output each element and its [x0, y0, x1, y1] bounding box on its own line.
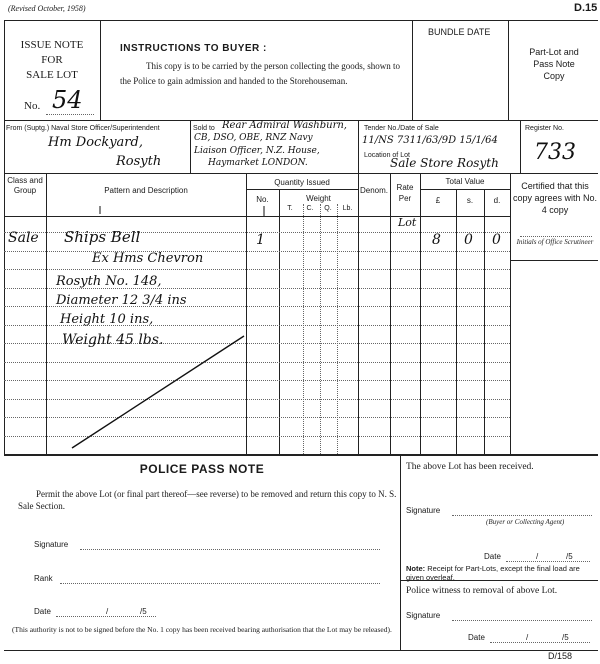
row-class: Sale — [8, 230, 39, 246]
received-title: The above Lot has been received. — [406, 462, 534, 472]
col-shillings-header: s. — [466, 196, 474, 205]
form-code: D.15 — [574, 2, 598, 14]
location-label: Location of Lot — [364, 152, 410, 159]
weight-unit-q: Q. — [324, 205, 332, 212]
police-rank-label: Rank — [34, 574, 53, 583]
from-label: From (Suptg.) Naval Store Officer/Superintendent — [6, 125, 160, 132]
scrutineer-label: Initials of Office Scrutineer — [516, 238, 594, 246]
sold-to-line1: Rear Admiral Washburn, — [222, 120, 347, 131]
witness-date-slash: / — [526, 633, 529, 642]
col-pounds-header: £ — [435, 196, 441, 205]
witness-date-year: /5 — [562, 633, 569, 642]
weight-unit-t: T. — [287, 205, 293, 212]
row-pounds: 8 — [432, 232, 441, 248]
tender-value: 11/NS 7311/63/9D 15/1/64 — [362, 135, 498, 146]
col-weight-header: Weight — [306, 194, 331, 203]
police-date-field[interactable] — [56, 616, 156, 617]
weight-unit-c: C. — [306, 205, 314, 212]
received-date-year: /5 — [566, 552, 573, 561]
row-desc-3: Rosyth No. 148, — [56, 274, 162, 289]
col-pattern-header: Pattern and Description — [104, 186, 188, 195]
sold-to-line2: CB, DSO, OBE, RNZ Navy — [194, 133, 313, 143]
row-desc-5: Height 10 ins, — [60, 312, 154, 327]
witness-date-field[interactable] — [490, 642, 590, 643]
row-pence: 0 — [492, 232, 501, 248]
part-lot-label: Part-Lot and Pass Note Copy — [529, 47, 579, 81]
police-date-year: /5 — [140, 607, 147, 616]
revision-note: (Revised October, 1958) — [8, 4, 86, 13]
col-class-header: Class and Group — [7, 176, 43, 195]
police-signature-label: Signature — [34, 540, 69, 549]
col-no-header: No. — [256, 195, 269, 204]
row-desc-1: Ships Bell — [64, 228, 141, 246]
footer-code: D/158 — [548, 651, 573, 661]
row-desc-6: Weight 45 lbs. — [62, 332, 164, 348]
weight-unit-lb: Lb. — [342, 205, 353, 212]
police-title: POLICE PASS NOTE — [139, 462, 265, 476]
received-note: Note: Receipt for Part-Lots, except the final load are given overleaf. — [406, 564, 580, 582]
row-desc-2: Ex Hms Chevron — [92, 251, 204, 266]
received-date-label: Date — [484, 552, 501, 561]
lot-number-value: 54 — [52, 86, 83, 114]
row-desc-4: Diameter 12 3/4 ins — [56, 293, 187, 308]
witness-date-label: Date — [468, 633, 485, 642]
police-rank-field[interactable] — [60, 583, 380, 584]
police-body: Permit the above Lot (or final part thereof—see reverse) to be removed and return this copy to N. S. Sale Section. — [18, 489, 397, 511]
received-signature-field[interactable] — [452, 515, 592, 516]
register-label: Register No. — [525, 125, 564, 132]
col-total-header: Total Value — [445, 177, 485, 186]
row-rate: Lot — [398, 216, 417, 229]
police-date-label: Date — [34, 607, 51, 616]
sold-to-line4: Haymarket LONDON. — [208, 158, 308, 168]
lot-number-label: No. — [24, 100, 41, 112]
sold-to-line3: Liaison Officer, N.Z. House, — [194, 146, 320, 156]
witness-signature-label: Signature — [406, 611, 441, 620]
col-rate-header: Rate Per — [396, 183, 414, 203]
row-shillings: 0 — [464, 232, 473, 248]
police-note: (This authority is not to be signed before the No. 1 copy has been received bearing authorisation that the Lot may be released). — [12, 625, 392, 634]
received-date-field[interactable] — [506, 561, 590, 562]
certified-text: Certified that this copy agrees with No. 4 copy — [512, 181, 598, 215]
col-pence-header: d. — [493, 196, 501, 205]
instructions-title: INSTRUCTIONS TO BUYER : — [120, 43, 267, 54]
col-denom-header: Denom. — [359, 186, 388, 195]
police-signature-field[interactable] — [80, 549, 380, 550]
location-value: Sale Store Rosyth — [390, 156, 499, 170]
issue-note-title: ISSUE NOTE FOR SALE LOT — [20, 39, 84, 81]
received-date-slash: / — [536, 552, 539, 561]
col-quantity-header: Quantity Issued — [274, 178, 330, 187]
from-line2: Rosyth — [116, 154, 162, 169]
from-line1: Hm Dockyard, — [48, 135, 143, 150]
instructions-body: This copy is to be carried by the person collecting the goods, shown to the Police to gain admission and handed to the Storehouseman. — [120, 61, 400, 86]
bundle-date-label: BUNDLE DATE — [428, 27, 491, 37]
tender-label: Tender No./Date of Sale — [364, 125, 439, 132]
witness-signature-field[interactable] — [452, 620, 592, 621]
register-value: 733 — [534, 140, 576, 165]
received-agent-label: (Buyer or Collecting Agent) — [486, 518, 565, 526]
witness-title: Police witness to removal of above Lot. — [406, 586, 558, 596]
row-qty-no: 1 — [256, 232, 265, 248]
police-date-slash: / — [106, 607, 109, 616]
received-signature-label: Signature — [406, 506, 441, 515]
sold-to-label: Sold to — [193, 125, 215, 132]
